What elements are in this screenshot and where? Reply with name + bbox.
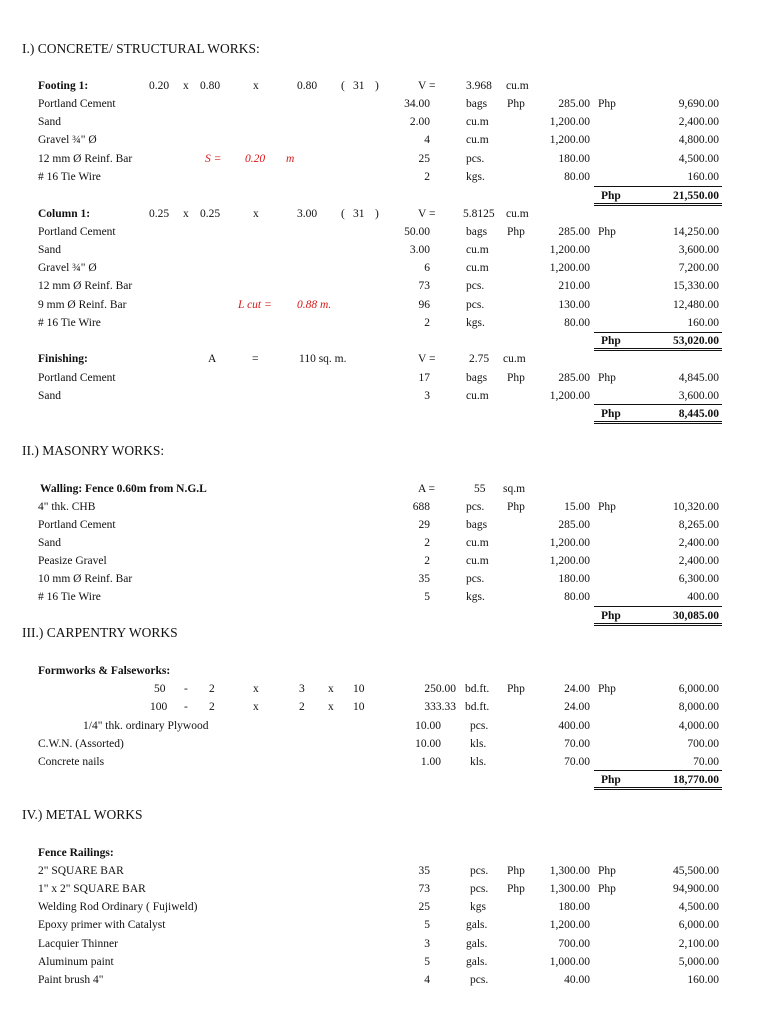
section-title-metal: IV.) METAL WORKS [22, 807, 143, 822]
subtotal-currency: Php [601, 774, 621, 786]
item-desc: Aluminum paint [38, 956, 114, 968]
column-dim-x2: x [253, 208, 259, 220]
item-qty: 2 [424, 171, 430, 183]
item-qty: 25 [418, 901, 430, 913]
section-title-concrete: I.) CONCRETE/ STRUCTURAL WORKS: [22, 41, 260, 56]
footing-dim-paren-close: ) [375, 80, 379, 92]
subtotal-double-rule [594, 623, 722, 626]
item-currency: Php [507, 501, 525, 513]
footing-subtotal: 21,550.00 [673, 190, 719, 202]
subtotal-double-rule [594, 203, 722, 206]
item-unit: kls. [470, 738, 487, 750]
item-currency: Php [598, 883, 616, 895]
finishing-volume-value: 2.75 [469, 353, 490, 365]
item-qty: 4 [424, 974, 430, 986]
item-unit: gals. [466, 919, 488, 931]
item-unit: bags [466, 98, 488, 110]
walling-area-unit: sq.m [503, 483, 526, 495]
dim-sep: x [328, 701, 334, 713]
item-currency: Php [598, 501, 616, 513]
item-unit: pcs. [466, 299, 485, 311]
item-currency: Php [598, 226, 616, 238]
item-unit-price: 1,200.00 [549, 134, 590, 146]
item-amount: 160.00 [687, 317, 719, 329]
item-desc: 10 mm Ø Reinf. Bar [38, 573, 133, 585]
spacing-unit: m [286, 153, 295, 165]
finishing-volume-unit: cu.m [503, 353, 526, 365]
item-amount: 2,400.00 [678, 537, 719, 549]
item-unit: pcs. [470, 974, 489, 986]
item-currency: Php [507, 865, 525, 877]
item-qty: 2 [424, 555, 430, 567]
item-unit-price: 70.00 [564, 756, 590, 768]
item-amount: 4,845.00 [678, 372, 719, 384]
subtotal-double-rule [594, 348, 722, 351]
item-amount: 3,600.00 [678, 390, 719, 402]
spacing-value: 0.20 [245, 153, 266, 165]
footing-volume-unit: cu.m [506, 80, 529, 92]
item-unit-price: 1,200.00 [549, 555, 590, 567]
item-unit-price: 1,200.00 [549, 919, 590, 931]
subtotal-currency: Php [601, 610, 621, 622]
item-amount: 10,320.00 [673, 501, 719, 513]
item-desc: Sand [38, 390, 61, 402]
item-unit: pcs. [466, 501, 485, 513]
item-unit: bags [466, 372, 488, 384]
dim-value: 3 [299, 683, 305, 695]
item-unit-price: 285.00 [558, 226, 590, 238]
item-unit-price: 1,200.00 [549, 390, 590, 402]
item-unit: pcs. [470, 720, 489, 732]
formworks-label: Formworks & Falseworks: [38, 665, 171, 677]
item-unit: pcs. [466, 153, 485, 165]
item-qty: 2 [424, 537, 430, 549]
walling-label: Walling: Fence 0.60m from N.G.L [40, 483, 207, 495]
finishing-label: Finishing: [38, 353, 88, 365]
item-unit-price: 700.00 [558, 938, 590, 950]
finishing-volume-label: V = [418, 353, 436, 365]
item-amount: 45,500.00 [673, 865, 719, 877]
item-desc: # 16 Tie Wire [38, 317, 101, 329]
item-amount: 400.00 [687, 591, 719, 603]
item-unit: cu.m [466, 537, 489, 549]
item-amount: 3,600.00 [678, 244, 719, 256]
item-unit-price: 400.00 [558, 720, 590, 732]
item-unit: gals. [466, 956, 488, 968]
item-desc: # 16 Tie Wire [38, 171, 101, 183]
dim-value: 2 [299, 701, 305, 713]
item-qty: 50.00 [404, 226, 430, 238]
item-qty: 4 [424, 134, 430, 146]
finishing-area: 110 sq. m. [299, 353, 347, 365]
item-unit-price: 180.00 [558, 153, 590, 165]
footing-dim-2: 0.80 [200, 80, 221, 92]
item-unit: kgs. [466, 591, 485, 603]
column-dim-x1: x [183, 208, 189, 220]
item-desc: Sand [38, 116, 61, 128]
subtotal-rule [594, 606, 722, 607]
finishing-subtotal: 8,445.00 [678, 408, 719, 420]
item-qty: 73 [418, 883, 430, 895]
item-currency: Php [507, 883, 525, 895]
item-desc: 12 mm Ø Reinf. Bar [38, 280, 133, 292]
footing-dim-count: 31 [353, 80, 365, 92]
item-unit: bags [466, 519, 488, 531]
column-volume-value: 5.8125 [463, 208, 495, 220]
item-desc: 4" thk. CHB [38, 501, 96, 513]
item-currency: Php [598, 865, 616, 877]
item-qty: 3 [424, 938, 430, 950]
item-unit: cu.m [466, 555, 489, 567]
item-unit: gals. [466, 938, 488, 950]
column-dim-1: 0.25 [149, 208, 170, 220]
walling-area-label: A = [418, 483, 436, 495]
item-amount: 7,200.00 [678, 262, 719, 274]
item-currency: Php [598, 372, 616, 384]
item-amount: 94,900.00 [673, 883, 719, 895]
formworks-subtotal: 18,770.00 [673, 774, 719, 786]
subtotal-currency: Php [601, 408, 621, 420]
column-dim-count: 31 [353, 208, 365, 220]
dim-value: 2 [209, 701, 215, 713]
item-desc: Lacquier Thinner [38, 938, 118, 950]
item-qty: 1.00 [420, 756, 441, 768]
item-amount: 6,300.00 [678, 573, 719, 585]
item-amount: 15,330.00 [673, 280, 719, 292]
item-unit: cu.m [466, 262, 489, 274]
item-currency: Php [507, 683, 525, 695]
item-currency: Php [507, 226, 525, 238]
item-amount: 160.00 [687, 974, 719, 986]
item-desc: Sand [38, 537, 61, 549]
dim-sep: x [253, 701, 259, 713]
subtotal-rule [594, 404, 722, 405]
item-desc: # 16 Tie Wire [38, 591, 101, 603]
item-unit-price: 1,200.00 [549, 262, 590, 274]
item-qty: 29 [418, 519, 430, 531]
item-unit-price: 130.00 [558, 299, 590, 311]
item-unit-price: 80.00 [564, 171, 590, 183]
item-desc: 9 mm Ø Reinf. Bar [38, 299, 127, 311]
item-unit-price: 1,300.00 [549, 883, 590, 895]
item-unit: cu.m [466, 390, 489, 402]
item-desc: Concrete nails [38, 756, 105, 768]
item-amount: 6,000.00 [678, 683, 719, 695]
item-amount: 2,400.00 [678, 116, 719, 128]
dim-sep: x [253, 683, 259, 695]
item-qty: 333.33 [424, 701, 456, 713]
item-amount: 2,400.00 [678, 555, 719, 567]
cut-length-label: L cut = [238, 299, 272, 311]
cut-length-value: 0.88 m. [297, 299, 332, 311]
item-unit: cu.m [466, 116, 489, 128]
item-qty: 35 [418, 865, 430, 877]
item-qty: 6 [424, 262, 430, 274]
item-unit-price: 210.00 [558, 280, 590, 292]
item-amount: 5,000.00 [678, 956, 719, 968]
item-amount: 8,000.00 [678, 701, 719, 713]
item-unit-price: 80.00 [564, 317, 590, 329]
item-desc: Welding Rod Ordinary ( Fujiweld) [38, 901, 198, 913]
dim-value: 10 [353, 683, 365, 695]
item-amount: 14,250.00 [673, 226, 719, 238]
item-desc: 1" x 2" SQUARE BAR [38, 883, 146, 895]
item-unit-price: 285.00 [558, 372, 590, 384]
item-currency: Php [507, 98, 525, 110]
dim-sep: x [328, 683, 334, 695]
item-unit-price: 1,300.00 [549, 865, 590, 877]
footing-dim-paren-open: ( [341, 80, 345, 92]
item-amount: 4,500.00 [678, 153, 719, 165]
item-desc: Gravel ¾" Ø [38, 262, 97, 274]
item-unit-price: 180.00 [558, 573, 590, 585]
column-volume-unit: cu.m [506, 208, 529, 220]
item-desc: Epoxy primer with Catalyst [38, 919, 166, 931]
railings-label: Fence Railings: [38, 847, 114, 859]
item-unit-price: 180.00 [558, 901, 590, 913]
item-qty: 3 [424, 390, 430, 402]
item-unit: kls. [470, 756, 487, 768]
item-unit-price: 40.00 [564, 974, 590, 986]
item-qty: 34.00 [404, 98, 430, 110]
item-qty: 5 [424, 956, 430, 968]
item-unit: cu.m [466, 244, 489, 256]
section-title-masonry: II.) MASONRY WORKS: [22, 443, 165, 458]
item-unit: bd.ft. [465, 683, 490, 695]
item-qty: 5 [424, 919, 430, 931]
column-dim-2: 0.25 [200, 208, 221, 220]
item-qty: 688 [412, 501, 430, 513]
item-currency: Php [598, 98, 616, 110]
item-unit: bd.ft. [465, 701, 490, 713]
column-label: Column 1: [38, 208, 91, 220]
item-unit: kgs. [466, 171, 485, 183]
item-unit: kgs. [466, 317, 485, 329]
dim-value: 50 [154, 683, 166, 695]
item-qty: 96 [418, 299, 430, 311]
item-desc: Paint brush 4" [38, 974, 104, 986]
subtotal-double-rule [594, 787, 722, 790]
item-currency: Php [507, 372, 525, 384]
item-amount: 6,000.00 [678, 919, 719, 931]
footing-dim-3: 0.80 [297, 80, 318, 92]
walling-area-value: 55 [474, 483, 486, 495]
footing-label: Footing 1: [38, 80, 89, 92]
section-title-carpentry: III.) CARPENTRY WORKS [22, 625, 178, 640]
item-unit-price: 1,200.00 [549, 116, 590, 128]
item-desc: Peasize Gravel [38, 555, 107, 567]
item-qty: 73 [418, 280, 430, 292]
item-qty: 10.00 [415, 720, 441, 732]
subtotal-currency: Php [601, 335, 621, 347]
item-amount: 2,100.00 [678, 938, 719, 950]
item-unit-price: 1,200.00 [549, 537, 590, 549]
item-desc: Sand [38, 244, 61, 256]
finishing-eq: = [252, 353, 259, 365]
footing-volume-value: 3.968 [466, 80, 492, 92]
column-subtotal: 53,020.00 [673, 335, 719, 347]
dim-value: 2 [209, 683, 215, 695]
item-currency: Php [598, 683, 616, 695]
spacing-label: S = [205, 153, 222, 165]
item-unit-price: 80.00 [564, 591, 590, 603]
item-unit-price: 1,000.00 [549, 956, 590, 968]
item-unit-price: 15.00 [564, 501, 590, 513]
walling-subtotal: 30,085.00 [673, 610, 719, 622]
item-qty: 10.00 [415, 738, 441, 750]
item-unit: pcs. [470, 865, 489, 877]
item-desc: Portland Cement [38, 519, 116, 531]
item-amount: 160.00 [687, 171, 719, 183]
subtotal-rule [594, 186, 722, 187]
item-unit-price: 24.00 [564, 683, 590, 695]
item-amount: 700.00 [687, 738, 719, 750]
subtotal-rule [594, 770, 722, 771]
item-qty: 35 [418, 573, 430, 585]
item-qty: 25 [418, 153, 430, 165]
dim-value: 10 [353, 701, 365, 713]
dim-value: 100 [150, 701, 168, 713]
item-unit: pcs. [466, 573, 485, 585]
item-unit-price: 285.00 [558, 98, 590, 110]
item-unit: cu.m [466, 134, 489, 146]
item-amount: 4,500.00 [678, 901, 719, 913]
item-desc: 12 mm Ø Reinf. Bar [38, 153, 133, 165]
item-qty: 2.00 [409, 116, 430, 128]
column-dim-3: 3.00 [297, 208, 318, 220]
item-unit: pcs. [470, 883, 489, 895]
column-dim-paren-open: ( [341, 208, 345, 220]
item-desc: Portland Cement [38, 98, 116, 110]
item-desc: C.W.N. (Assorted) [38, 738, 124, 750]
item-amount: 8,265.00 [678, 519, 719, 531]
finishing-area-label: A [208, 353, 217, 365]
item-unit-price: 1,200.00 [549, 244, 590, 256]
item-desc: Gravel ¾" Ø [38, 134, 97, 146]
item-unit-price: 70.00 [564, 738, 590, 750]
item-qty: 2 [424, 317, 430, 329]
column-volume-label: V = [418, 208, 436, 220]
footing-dim-x2: x [253, 80, 259, 92]
item-amount: 70.00 [693, 756, 719, 768]
item-unit: pcs. [466, 280, 485, 292]
subtotal-double-rule [594, 421, 722, 424]
subtotal-currency: Php [601, 190, 621, 202]
item-desc: Portland Cement [38, 226, 116, 238]
footing-volume-label: V = [418, 80, 436, 92]
item-qty: 250.00 [424, 683, 456, 695]
item-amount: 12,480.00 [673, 299, 719, 311]
item-desc: 1/4" thk. ordinary Plywood [83, 720, 209, 732]
item-amount: 9,690.00 [678, 98, 719, 110]
column-dim-paren-close: ) [375, 208, 379, 220]
item-unit: kgs [470, 901, 486, 913]
item-unit-price: 285.00 [558, 519, 590, 531]
dim-sep: - [184, 701, 188, 713]
item-qty: 5 [424, 591, 430, 603]
dim-sep: - [184, 683, 188, 695]
item-desc: Portland Cement [38, 372, 116, 384]
item-unit-price: 24.00 [564, 701, 590, 713]
subtotal-rule [594, 332, 722, 333]
footing-dim-x1: x [183, 80, 189, 92]
footing-dim-1: 0.20 [149, 80, 170, 92]
item-amount: 4,000.00 [678, 720, 719, 732]
item-desc: 2" SQUARE BAR [38, 865, 124, 877]
item-qty: 17 [418, 372, 430, 384]
item-qty: 3.00 [409, 244, 430, 256]
item-unit: bags [466, 226, 488, 238]
item-amount: 4,800.00 [678, 134, 719, 146]
